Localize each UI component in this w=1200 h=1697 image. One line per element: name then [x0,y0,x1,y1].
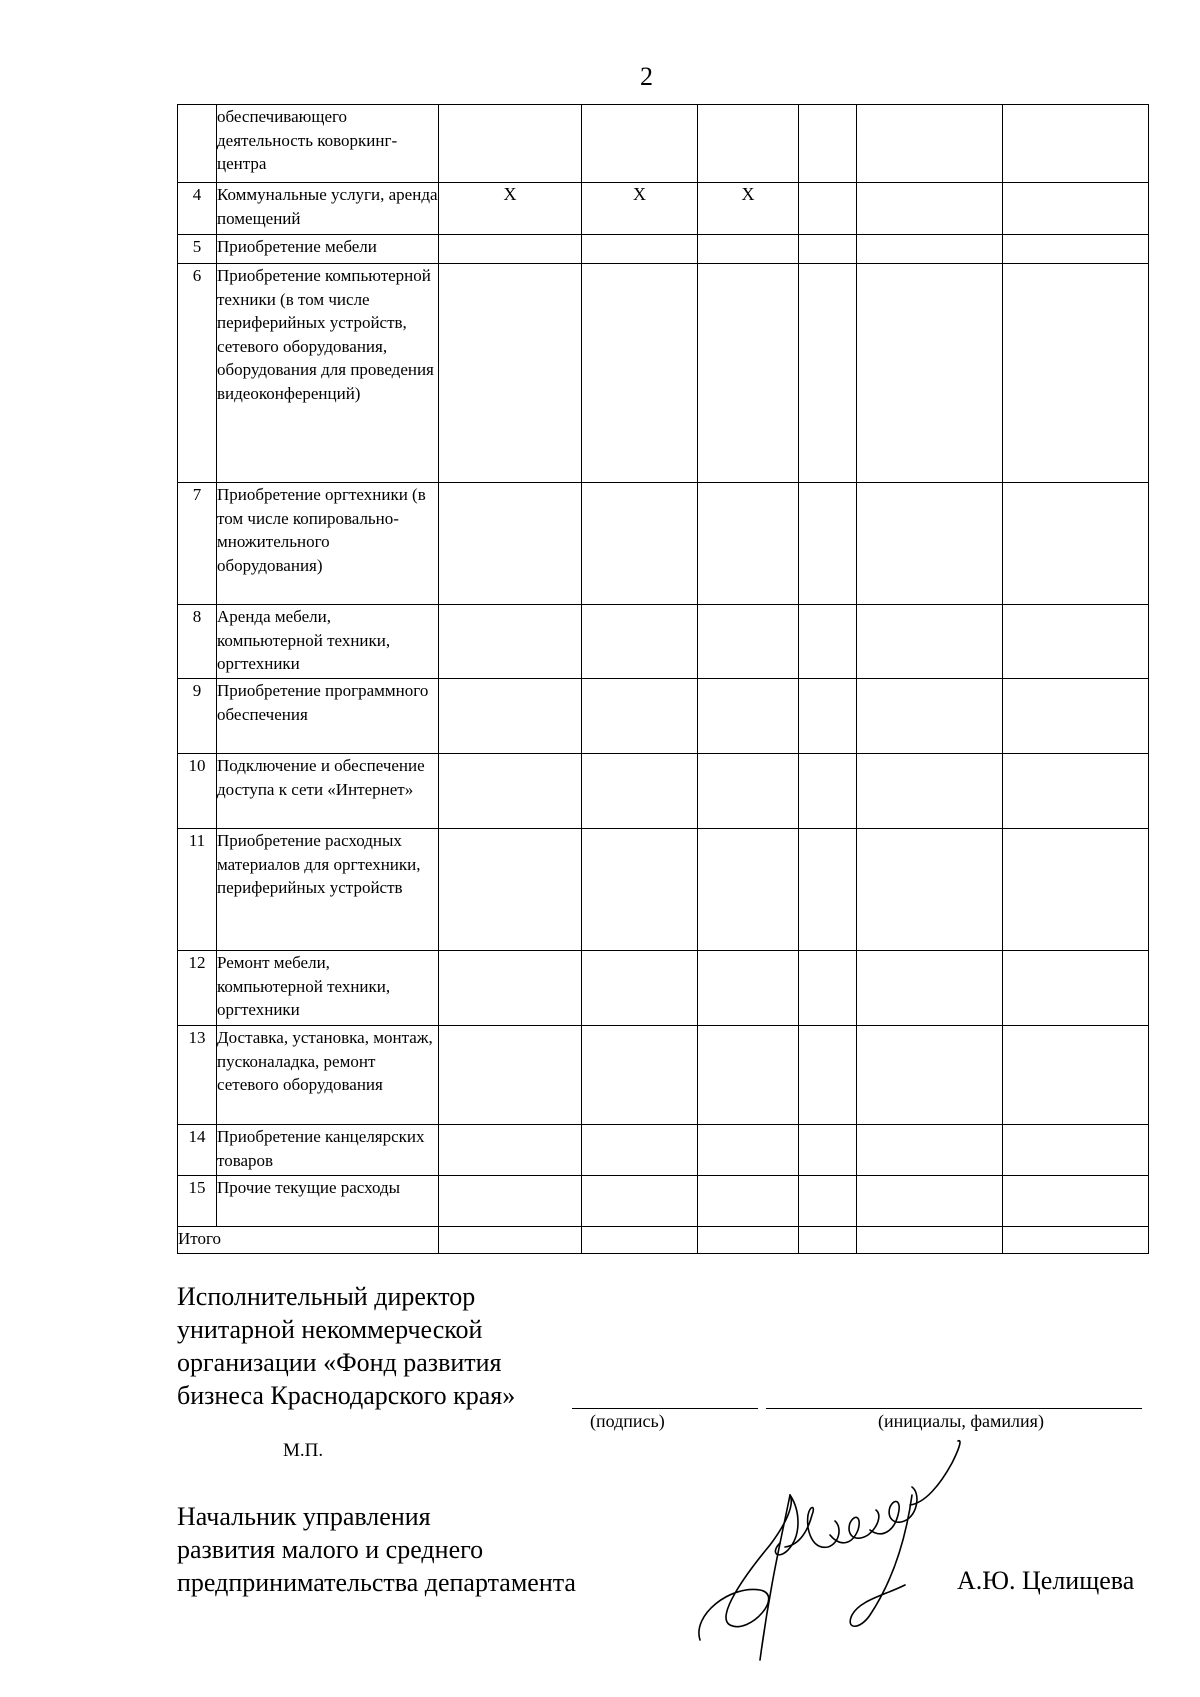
table-cell [799,105,857,183]
row-number: 6 [178,264,217,483]
table-row [178,829,1149,951]
table-row [178,183,1149,235]
row-number: 5 [178,235,217,264]
table-cell [1003,605,1149,679]
table-cell [1003,1125,1149,1176]
expense-table [177,104,1149,1254]
table-cell [582,754,698,829]
table-row [178,264,1149,483]
table-cell [1003,483,1149,605]
table-cell [582,264,698,483]
table-cell [1003,754,1149,829]
table-cell [582,483,698,605]
table-row [178,1176,1149,1227]
total-label: Итого [178,1227,439,1254]
row-number: 4 [178,183,217,235]
table-cell [439,1227,582,1254]
expense-name: Приобретение компьютерной техники (в том числе периферийных устройств, сетевого оборудования, оборудования для проведения видеоконференций) [217,264,439,483]
table-cell [857,829,1003,951]
row-number: 9 [178,679,217,754]
table-cell [857,1026,1003,1125]
table-cell [857,679,1003,754]
table-cell [1003,183,1149,235]
table-cell [439,483,582,605]
signature-line [572,1408,758,1409]
row-number [178,105,217,183]
table-cell [1003,1026,1149,1125]
expense-name: Приобретение программного обеспечения [217,679,439,754]
stamp-label: М.П. [283,1440,324,1461]
row-number: 12 [178,951,217,1026]
row-number: 8 [178,605,217,679]
table-cell [857,754,1003,829]
table-cell [857,1227,1003,1254]
table-cell [799,235,857,264]
table-cell [582,1026,698,1125]
table-cell [582,1176,698,1227]
chief-title-line: предпринимательства департамента [177,1568,576,1597]
table-cell [799,829,857,951]
expense-name: Подключение и обеспечение доступа к сети «Интернет» [217,754,439,829]
table-cell [439,605,582,679]
table-cell [857,1125,1003,1176]
table-cell [582,1125,698,1176]
table-cell [799,679,857,754]
table-row [178,605,1149,679]
table-cell [582,105,698,183]
table-cell [439,829,582,951]
table-cell [799,483,857,605]
table-cell [1003,1227,1149,1254]
expense-name: Ремонт мебели, компьютерной техники, оргтехники [217,951,439,1026]
table-cell [582,829,698,951]
table-cell [1003,829,1149,951]
table-row [178,679,1149,754]
table-row [178,754,1149,829]
table-cell [799,951,857,1026]
expense-name: Приобретение оргтехники (в том числе копировально-множительного оборудования) [217,483,439,605]
signature-caption: (подпись) [590,1411,665,1431]
table-cell [439,1176,582,1227]
table-row [178,1125,1149,1176]
table-cell [857,1176,1003,1227]
table-cell [1003,679,1149,754]
table-row [178,235,1149,264]
table-cell [698,754,799,829]
table-cell [439,679,582,754]
signatory-title [177,1280,515,1412]
table-cell [582,235,698,264]
expense-name: Прочие текущие расходы [217,1176,439,1227]
table-cell: Х [698,183,799,235]
expense-name: Аренда мебели, компьютерной техники, оргтехники [217,605,439,679]
table-cell [857,605,1003,679]
table-cell [698,951,799,1026]
name-caption: (инициалы, фамилия) [878,1411,1044,1431]
table-cell [1003,1176,1149,1227]
table-cell: Х [582,183,698,235]
table-cell [698,679,799,754]
table-cell [439,105,582,183]
chief-title-line: развития малого и среднего [177,1535,484,1564]
table-cell: Х [439,183,582,235]
table-cell [857,951,1003,1026]
chief-name: А.Ю. Целищева [957,1566,1135,1595]
expense-name: Доставка, установка, монтаж, пусконаладка, ремонт сетевого оборудования [217,1026,439,1125]
table-cell [582,679,698,754]
table-row [178,951,1149,1026]
table-cell [857,264,1003,483]
table-row [178,1026,1149,1125]
row-number: 11 [178,829,217,951]
table-cell [698,1026,799,1125]
table-cell [799,264,857,483]
table-row [178,105,1149,183]
page-number: 2 [640,62,653,91]
table-cell [698,1125,799,1176]
row-number: 13 [178,1026,217,1125]
expense-name: Коммунальные услуги, аренда помещений [217,183,439,235]
table-cell [698,264,799,483]
table-cell [799,183,857,235]
table-cell [799,605,857,679]
table-cell [799,1227,857,1254]
row-number: 7 [178,483,217,605]
table-cell [857,235,1003,264]
table-cell [439,1125,582,1176]
table-cell [439,951,582,1026]
table-cell [799,1176,857,1227]
expense-name: Приобретение мебели [217,235,439,264]
expense-name: Приобретение канцелярских товаров [217,1125,439,1176]
table-cell [698,1227,799,1254]
handwritten-signature [690,1435,980,1665]
expense-name: Приобретение расходных материалов для оргтехники, периферийных устройств [217,829,439,951]
table-cell [799,1026,857,1125]
table-cell [698,829,799,951]
table-cell [582,1227,698,1254]
table-cell [698,235,799,264]
table-cell [698,483,799,605]
table-cell [1003,105,1149,183]
signatory-title-line: унитарной некоммерческой [177,1315,483,1344]
table-row [178,483,1149,605]
table-cell [799,754,857,829]
table-cell [857,483,1003,605]
table-cell [439,264,582,483]
expense-name: обеспечивающего деятельность коворкинг-центра [217,105,439,183]
table-cell [698,605,799,679]
table-cell [582,605,698,679]
table-cell [857,105,1003,183]
table-cell [799,1125,857,1176]
table-cell [439,754,582,829]
row-number: 10 [178,754,217,829]
table-cell [1003,235,1149,264]
signatory-title-line: бизнеса Краснодарского края» [177,1381,516,1410]
chief-title-line: Начальник управления [177,1502,431,1531]
table-cell [1003,264,1149,483]
table-cell [439,1026,582,1125]
table-cell [698,105,799,183]
table-cell [1003,951,1149,1026]
table-cell [857,183,1003,235]
table-cell [698,1176,799,1227]
chief-title [177,1500,576,1599]
name-line [766,1408,1142,1409]
table-cell [439,235,582,264]
signatory-title-line: организации «Фонд развития [177,1348,502,1377]
total-row [178,1227,1149,1254]
signatory-title-line: Исполнительный директор [177,1282,476,1311]
row-number: 15 [178,1176,217,1227]
row-number: 14 [178,1125,217,1176]
table-cell [582,951,698,1026]
